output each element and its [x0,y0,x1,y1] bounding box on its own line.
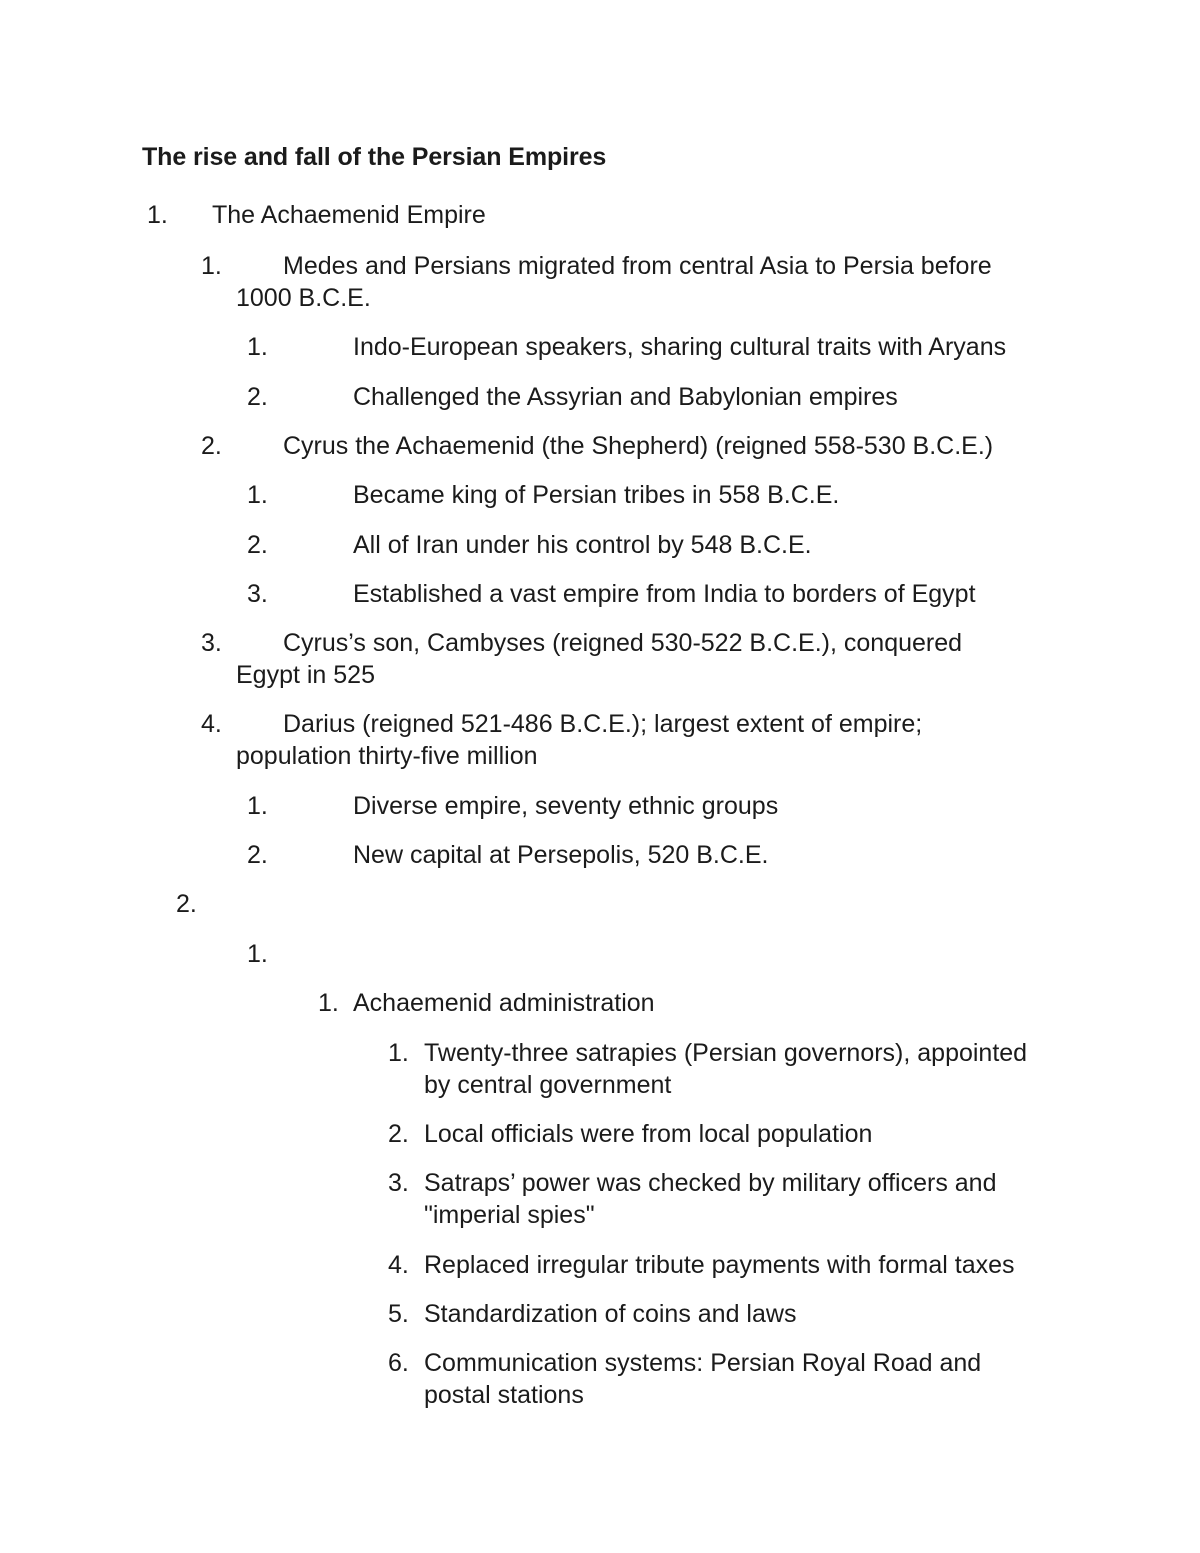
outline-text: Standardization of coins and laws [424,1300,797,1328]
outline-number: 3. [388,1169,409,1197]
outline-text: All of Iran under his control by 548 B.C.E. [353,531,812,559]
outline-number: 3. [247,580,268,608]
outline-number: 4. [388,1251,409,1279]
outline-text: Local officials were from local population [424,1120,873,1148]
outline-number: 2. [176,890,197,918]
outline-number: 1. [247,792,268,820]
outline-text: The Achaemenid Empire [212,201,486,229]
outline-number: 4. [201,710,222,738]
outline-text: Twenty-three satrapies (Persian governors), appointed [424,1039,1028,1067]
outline-text: Challenged the Assyrian and Babylonian empires [353,383,898,411]
outline-number: 1. [147,201,168,229]
outline-number: 2. [247,383,268,411]
outline-text: Darius (reigned 521-486 B.C.E.); largest extent of empire; [283,710,923,738]
outline-number: 2. [247,841,268,869]
outline-number: 3. [201,629,222,657]
outline-number: 6. [388,1349,409,1377]
outline-text-continuation: Egypt in 525 [236,661,375,689]
outline-number: 1. [201,252,222,280]
outline-text-continuation: postal stations [424,1381,584,1409]
outline-text: Replaced irregular tribute payments with formal taxes [424,1251,1015,1279]
outline-text: Satraps’ power was checked by military officers and [424,1169,997,1197]
outline-text: Established a vast empire from India to borders of Egypt [353,580,976,608]
document-title: The rise and fall of the Persian Empires [142,143,607,171]
outline-text: Diverse empire, seventy ethnic groups [353,792,779,820]
outline-number: 1. [247,940,268,968]
outline-number: 2. [388,1120,409,1148]
outline-text: Communication systems: Persian Royal Road and [424,1349,982,1377]
outline-text: Indo-European speakers, sharing cultural traits with Aryans [353,333,1007,361]
outline-text-continuation: by central government [424,1071,672,1099]
outline-text: Achaemenid administration [353,989,655,1017]
outline-text: Cyrus the Achaemenid (the Shepherd) (reigned 558-530 B.C.E.) [283,432,994,460]
outline-text-continuation: 1000 B.C.E. [236,284,371,312]
outline-text: Became king of Persian tribes in 558 B.C.E. [353,481,840,509]
outline-text-continuation: population thirty-five million [236,742,538,770]
outline-text: Cyrus’s son, Cambyses (reigned 530-522 B.C.E.), conquered [283,629,963,657]
outline-number: 2. [247,531,268,559]
outline-number: 2. [201,432,222,460]
outline-number: 1. [247,481,268,509]
outline-number: 5. [388,1300,409,1328]
outline-text: Medes and Persians migrated from central Asia to Persia before [283,252,992,280]
outline-number: 1. [318,989,339,1017]
outline-text-continuation: "imperial spies" [424,1201,595,1229]
outline-number: 1. [247,333,268,361]
outline-number: 1. [388,1039,409,1067]
outline-text: New capital at Persepolis, 520 B.C.E. [353,841,769,869]
